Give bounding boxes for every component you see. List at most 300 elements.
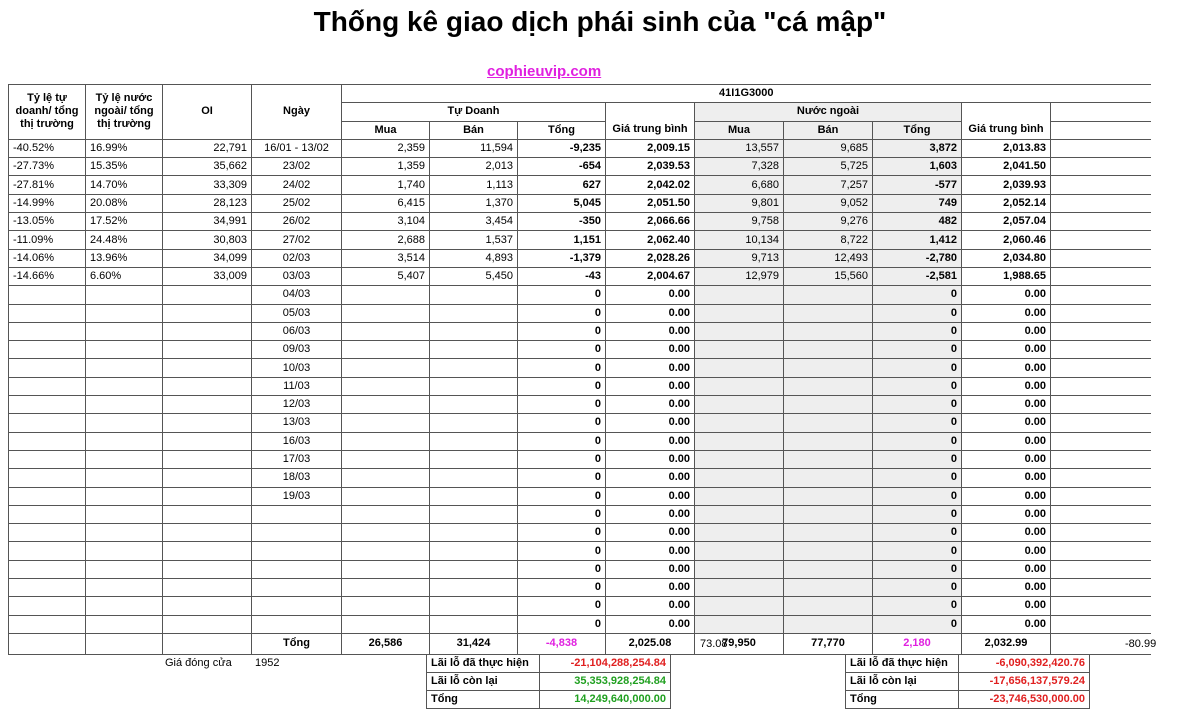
cell-edge (1051, 487, 1151, 505)
cell-edge (1051, 231, 1151, 249)
cell-td-ratio (9, 377, 86, 395)
cell-td-gia: 0.00 (606, 450, 695, 468)
header-nuoc-ngoai: Nước ngoài (695, 103, 962, 121)
cell-nn-ratio (86, 505, 163, 523)
cell-date: 04/03 (252, 286, 342, 304)
cell-td-ban: 2,013 (430, 158, 518, 176)
cell-edge (1051, 450, 1151, 468)
site-link[interactable]: cophieuvip.com (487, 63, 602, 80)
cell-date: 24/02 (252, 176, 342, 194)
cell-nn-gia: 0.00 (962, 560, 1051, 578)
cell-nn-ban (784, 615, 873, 633)
cell-date: 11/03 (252, 377, 342, 395)
cell-td-gia: 2,042.02 (606, 176, 695, 194)
cell-nn-ratio (86, 286, 163, 304)
cell-oi (163, 322, 252, 340)
cell-nn-ban (784, 542, 873, 560)
cell-nn-mua: 6,680 (695, 176, 784, 194)
cell-nn-tong: 0 (873, 469, 962, 487)
table-row (9, 615, 1151, 633)
cell-nn-gia: 0.00 (962, 615, 1051, 633)
cell-edge (1051, 176, 1151, 194)
cell-date: 02/03 (252, 249, 342, 267)
cell-date: 09/03 (252, 341, 342, 359)
header-td-tong: Tổng (518, 121, 606, 139)
table-row (9, 249, 1151, 267)
cell-nn-gia: 2,013.83 (962, 139, 1051, 157)
cell-nn-ban (784, 505, 873, 523)
cell-nn-mua (695, 432, 784, 450)
cell-td-tong: 627 (518, 176, 606, 194)
cell-td-gia: 0.00 (606, 524, 695, 542)
cell-td-mua (342, 286, 430, 304)
cell-td-mua (342, 322, 430, 340)
cell-nn-tong: 1,603 (873, 158, 962, 176)
cell-td-mua: 1,359 (342, 158, 430, 176)
cell-td-ban (430, 469, 518, 487)
cell-nn-mua (695, 377, 784, 395)
cell-td-ban (430, 304, 518, 322)
cell-nn-gia: 0.00 (962, 597, 1051, 615)
cell-td-ratio: -14.99% (9, 194, 86, 212)
total-td-ban: 31,424 (430, 633, 518, 654)
cell-oi (163, 579, 252, 597)
cell-nn-gia: 2,057.04 (962, 213, 1051, 231)
cell-nn-tong: 3,872 (873, 139, 962, 157)
cell-edge (1051, 615, 1151, 633)
cell-oi (163, 304, 252, 322)
cell-nn-ratio (86, 597, 163, 615)
cell-date: 27/02 (252, 231, 342, 249)
cell-edge (1051, 542, 1151, 560)
table-row (9, 469, 1151, 487)
table-row (9, 213, 1151, 231)
table-row (9, 231, 1151, 249)
cell-td-ratio (9, 341, 86, 359)
cell-nn-tong: 0 (873, 597, 962, 615)
cell-nn-tong: 0 (873, 286, 962, 304)
cell-td-ratio (9, 615, 86, 633)
table-row (9, 267, 1151, 285)
cell-oi (163, 432, 252, 450)
cell-date: 13/03 (252, 414, 342, 432)
header-nn-mua: Mua (695, 121, 784, 139)
cell-date (252, 560, 342, 578)
cell-nn-mua (695, 396, 784, 414)
cell-nn-mua (695, 286, 784, 304)
pl-tu-doanh (426, 654, 671, 709)
cell-td-ban (430, 322, 518, 340)
cell-nn-gia: 0.00 (962, 579, 1051, 597)
cell-td-mua (342, 359, 430, 377)
cell-td-tong: 0 (518, 487, 606, 505)
cell-edge (1051, 194, 1151, 212)
cell-td-ban (430, 542, 518, 560)
cell-td-gia: 0.00 (606, 469, 695, 487)
cell-nn-gia: 0.00 (962, 505, 1051, 523)
cell-nn-mua: 10,134 (695, 231, 784, 249)
cell-td-mua (342, 432, 430, 450)
cell-nn-gia: 0.00 (962, 432, 1051, 450)
cell-td-gia: 2,004.67 (606, 267, 695, 285)
cell-nn-tong: 0 (873, 487, 962, 505)
cell-nn-ratio (86, 377, 163, 395)
total-nn-gia: 2,032.99 (962, 633, 1051, 654)
cell-td-tong: 0 (518, 579, 606, 597)
cell-nn-ban (784, 377, 873, 395)
cell-td-tong: 0 (518, 505, 606, 523)
cell-nn-gia: 0.00 (962, 524, 1051, 542)
table-row (9, 505, 1151, 523)
cell-nn-mua (695, 505, 784, 523)
cell-td-tong: 0 (518, 286, 606, 304)
header-nn-tong: Tổng (873, 121, 962, 139)
cell-td-gia: 0.00 (606, 597, 695, 615)
cell-date: 16/01 - 13/02 (252, 139, 342, 157)
cell-nn-tong: 749 (873, 194, 962, 212)
cell-td-mua (342, 377, 430, 395)
cell-nn-gia: 0.00 (962, 304, 1051, 322)
cell-edge (1051, 359, 1151, 377)
cell-td-ratio (9, 524, 86, 542)
cell-nn-tong: 1,412 (873, 231, 962, 249)
header-tu-doanh: Tự Doanh (342, 103, 606, 121)
cell-td-mua: 2,359 (342, 139, 430, 157)
total-td-tong: -4,838 (518, 633, 606, 654)
cell-oi: 33,009 (163, 267, 252, 285)
cell-td-mua (342, 341, 430, 359)
cell-td-gia: 2,062.40 (606, 231, 695, 249)
cell-oi (163, 560, 252, 578)
total-nn-ban: 77,770 (784, 633, 873, 654)
cell-nn-ban (784, 414, 873, 432)
cell-date (252, 615, 342, 633)
cell-edge (1051, 505, 1151, 523)
cell-td-mua: 3,104 (342, 213, 430, 231)
cell-oi (163, 615, 252, 633)
cell-date: 05/03 (252, 304, 342, 322)
cell-nn-ratio: 16.99% (86, 139, 163, 157)
cell-td-ban (430, 341, 518, 359)
derivatives-table (8, 84, 1151, 655)
cell-td-tong: 0 (518, 414, 606, 432)
cell-td-ratio: -27.73% (9, 158, 86, 176)
cell-td-mua (342, 597, 430, 615)
cell-nn-ban (784, 579, 873, 597)
cell-edge (1051, 304, 1151, 322)
cell-nn-ratio (86, 542, 163, 560)
cell-nn-gia: 0.00 (962, 377, 1051, 395)
cell-nn-mua (695, 560, 784, 578)
cell-nn-gia: 0.00 (962, 341, 1051, 359)
table-row (9, 286, 1151, 304)
cell-nn-tong: -577 (873, 176, 962, 194)
cell-td-tong: 5,045 (518, 194, 606, 212)
cell-date (252, 542, 342, 560)
pl-td-realized: -21,104,288,254.84 (540, 655, 671, 673)
cell-nn-ban (784, 432, 873, 450)
cell-nn-tong: 482 (873, 213, 962, 231)
table-row (9, 560, 1151, 578)
table-row (9, 414, 1151, 432)
cell-nn-tong: 0 (873, 396, 962, 414)
cell-td-ratio (9, 597, 86, 615)
total-nn-tong: 2,180 (873, 633, 962, 654)
cell-td-mua (342, 560, 430, 578)
cell-td-gia: 0.00 (606, 542, 695, 560)
cell-oi (163, 377, 252, 395)
cell-nn-ban (784, 322, 873, 340)
close-price-value: 1952 (255, 657, 280, 669)
cell-nn-ban: 5,725 (784, 158, 873, 176)
cell-edge (1051, 579, 1151, 597)
cell-nn-tong: 0 (873, 304, 962, 322)
cell-nn-ban (784, 597, 873, 615)
cell-oi: 34,099 (163, 249, 252, 267)
header-nn-gia: Giá trung bình (962, 121, 1051, 139)
cell-td-mua (342, 542, 430, 560)
cell-td-tong: -654 (518, 158, 606, 176)
cell-td-mua (342, 505, 430, 523)
cell-nn-ratio: 20.08% (86, 194, 163, 212)
cell-nn-ratio (86, 359, 163, 377)
cell-nn-ratio (86, 615, 163, 633)
cell-nn-ban (784, 469, 873, 487)
cell-nn-mua: 9,713 (695, 249, 784, 267)
cell-td-gia: 0.00 (606, 505, 695, 523)
cell-td-mua (342, 579, 430, 597)
cell-oi: 28,123 (163, 194, 252, 212)
cell-nn-ban: 15,560 (784, 267, 873, 285)
cell-nn-ratio (86, 469, 163, 487)
cell-td-gia: 0.00 (606, 579, 695, 597)
cell-oi (163, 469, 252, 487)
cell-nn-ratio (86, 304, 163, 322)
cell-td-ratio (9, 450, 86, 468)
td-diff: 73.08 (700, 638, 728, 650)
cell-nn-mua (695, 414, 784, 432)
table-row (9, 158, 1151, 176)
table-row (9, 341, 1151, 359)
cell-edge (1051, 341, 1151, 359)
cell-nn-ratio: 6.60% (86, 267, 163, 285)
cell-edge (1051, 597, 1151, 615)
cell-nn-mua: 9,801 (695, 194, 784, 212)
cell-nn-gia: 2,060.46 (962, 231, 1051, 249)
cell-td-ban: 1,537 (430, 231, 518, 249)
cell-td-ratio: -11.09% (9, 231, 86, 249)
cell-nn-ban (784, 286, 873, 304)
table-row (9, 450, 1151, 468)
close-price-label: Giá đóng cửa (165, 657, 232, 669)
cell-td-ratio: -27.81% (9, 176, 86, 194)
cell-edge (1051, 414, 1151, 432)
cell-td-gia: 2,039.53 (606, 158, 695, 176)
pl-nn-realized: -6,090,392,420.76 (959, 655, 1090, 673)
cell-nn-ban (784, 341, 873, 359)
cell-nn-ratio (86, 560, 163, 578)
cell-td-tong: 0 (518, 341, 606, 359)
table-row (9, 322, 1151, 340)
cell-td-ratio: -14.66% (9, 267, 86, 285)
cell-nn-mua: 9,758 (695, 213, 784, 231)
cell-td-gia: 0.00 (606, 487, 695, 505)
cell-td-ban (430, 597, 518, 615)
cell-td-tong: 0 (518, 560, 606, 578)
cell-td-gia: 0.00 (606, 560, 695, 578)
cell-nn-gia: 0.00 (962, 450, 1051, 468)
cell-oi (163, 597, 252, 615)
cell-td-ratio (9, 304, 86, 322)
table-row (9, 377, 1151, 395)
cell-nn-gia: 0.00 (962, 542, 1051, 560)
cell-td-ban (430, 524, 518, 542)
cell-nn-tong: 0 (873, 322, 962, 340)
cell-nn-gia: 0.00 (962, 359, 1051, 377)
cell-td-gia: 0.00 (606, 359, 695, 377)
cell-nn-tong: 0 (873, 432, 962, 450)
cell-date (252, 579, 342, 597)
header-nn-ban: Bán (784, 121, 873, 139)
nn-diff: -80.99 (1125, 638, 1157, 650)
cell-td-ban (430, 359, 518, 377)
cell-nn-gia: 0.00 (962, 487, 1051, 505)
cell-date: 25/02 (252, 194, 342, 212)
cell-nn-ratio (86, 322, 163, 340)
cell-nn-ban (784, 524, 873, 542)
cell-date (252, 505, 342, 523)
cell-nn-ban (784, 396, 873, 414)
pl-td-remaining: 35,353,928,254.84 (540, 673, 671, 691)
cell-nn-mua: 7,328 (695, 158, 784, 176)
cell-nn-gia: 0.00 (962, 396, 1051, 414)
cell-edge (1051, 469, 1151, 487)
cell-td-gia: 0.00 (606, 341, 695, 359)
cell-td-gia: 2,051.50 (606, 194, 695, 212)
cell-nn-ratio: 14.70% (86, 176, 163, 194)
cell-td-gia: 0.00 (606, 432, 695, 450)
pl-nuoc-ngoai (845, 654, 1090, 709)
cell-edge (1051, 396, 1151, 414)
cell-oi: 35,662 (163, 158, 252, 176)
totals-label: Tổng (252, 633, 342, 654)
cell-nn-ratio (86, 432, 163, 450)
cell-date: 10/03 (252, 359, 342, 377)
cell-td-ratio (9, 487, 86, 505)
cell-nn-tong: 0 (873, 377, 962, 395)
cell-td-tong: 0 (518, 396, 606, 414)
cell-nn-ban: 12,493 (784, 249, 873, 267)
cell-nn-ban (784, 304, 873, 322)
cell-nn-tong: 0 (873, 560, 962, 578)
cell-td-tong: 0 (518, 469, 606, 487)
table-row (9, 524, 1151, 542)
cell-td-gia: 0.00 (606, 615, 695, 633)
table-row (9, 487, 1151, 505)
header-td-ban: Bán (430, 121, 518, 139)
header-td-ratio: Tỷ lệ tự doanh/ tổng thị trường (9, 85, 86, 140)
cell-td-ban (430, 487, 518, 505)
cell-nn-ratio: 13.96% (86, 249, 163, 267)
cell-td-mua (342, 469, 430, 487)
cell-edge (1051, 524, 1151, 542)
cell-td-tong: 0 (518, 524, 606, 542)
cell-td-ratio: -40.52% (9, 139, 86, 157)
cell-nn-mua (695, 304, 784, 322)
header-nn-ratio: Tỷ lệ nước ngoài/ tổng thị trường (86, 85, 163, 140)
cell-td-mua (342, 615, 430, 633)
cell-nn-gia: 2,041.50 (962, 158, 1051, 176)
cell-td-ban (430, 560, 518, 578)
cell-nn-tong: 0 (873, 450, 962, 468)
cell-td-ratio (9, 560, 86, 578)
cell-td-gia: 2,066.66 (606, 213, 695, 231)
cell-oi: 22,791 (163, 139, 252, 157)
cell-td-ban: 3,454 (430, 213, 518, 231)
cell-nn-ban: 9,685 (784, 139, 873, 157)
cell-nn-gia: 0.00 (962, 469, 1051, 487)
cell-td-ban (430, 450, 518, 468)
header-td-mua: Mua (342, 121, 430, 139)
cell-nn-mua (695, 322, 784, 340)
cell-td-gia: 2,028.26 (606, 249, 695, 267)
cell-nn-mua (695, 579, 784, 597)
cell-nn-ratio: 24.48% (86, 231, 163, 249)
cell-edge (1051, 322, 1151, 340)
cell-td-mua: 1,740 (342, 176, 430, 194)
cell-date: 16/03 (252, 432, 342, 450)
page-title: Thống kê giao dịch phái sinh của "cá mập" (313, 6, 887, 37)
cell-nn-tong: -2,780 (873, 249, 962, 267)
cell-td-mua (342, 524, 430, 542)
cell-oi (163, 286, 252, 304)
cell-date: 06/03 (252, 322, 342, 340)
cell-nn-tong: 0 (873, 359, 962, 377)
table-row (9, 304, 1151, 322)
cell-edge (1051, 213, 1151, 231)
cell-edge (1051, 139, 1151, 157)
header-td-gia: Giá trung bình (606, 121, 695, 139)
cell-nn-tong: 0 (873, 524, 962, 542)
cell-td-mua: 3,514 (342, 249, 430, 267)
cell-td-ban (430, 396, 518, 414)
cell-td-gia: 0.00 (606, 377, 695, 395)
cell-date (252, 597, 342, 615)
cell-nn-ratio: 15.35% (86, 158, 163, 176)
table-row (9, 579, 1151, 597)
cell-nn-ratio (86, 341, 163, 359)
cell-td-ban (430, 377, 518, 395)
cell-td-tong: 1,151 (518, 231, 606, 249)
cell-td-ratio (9, 505, 86, 523)
cell-td-ratio (9, 414, 86, 432)
cell-td-mua: 6,415 (342, 194, 430, 212)
cell-td-mua: 2,688 (342, 231, 430, 249)
table-row (9, 359, 1151, 377)
cell-td-ratio: -14.06% (9, 249, 86, 267)
pl-td-remaining-label: Lãi lỗ còn lại (427, 673, 540, 691)
cell-td-ban: 1,113 (430, 176, 518, 194)
total-nn-mua: 79,950 (695, 633, 784, 654)
cell-td-ratio (9, 469, 86, 487)
cell-nn-mua (695, 615, 784, 633)
cell-nn-ratio (86, 524, 163, 542)
cell-nn-ban: 9,276 (784, 213, 873, 231)
cell-td-gia: 0.00 (606, 286, 695, 304)
cell-td-tong: 0 (518, 359, 606, 377)
cell-td-gia: 0.00 (606, 304, 695, 322)
cell-td-ban (430, 615, 518, 633)
